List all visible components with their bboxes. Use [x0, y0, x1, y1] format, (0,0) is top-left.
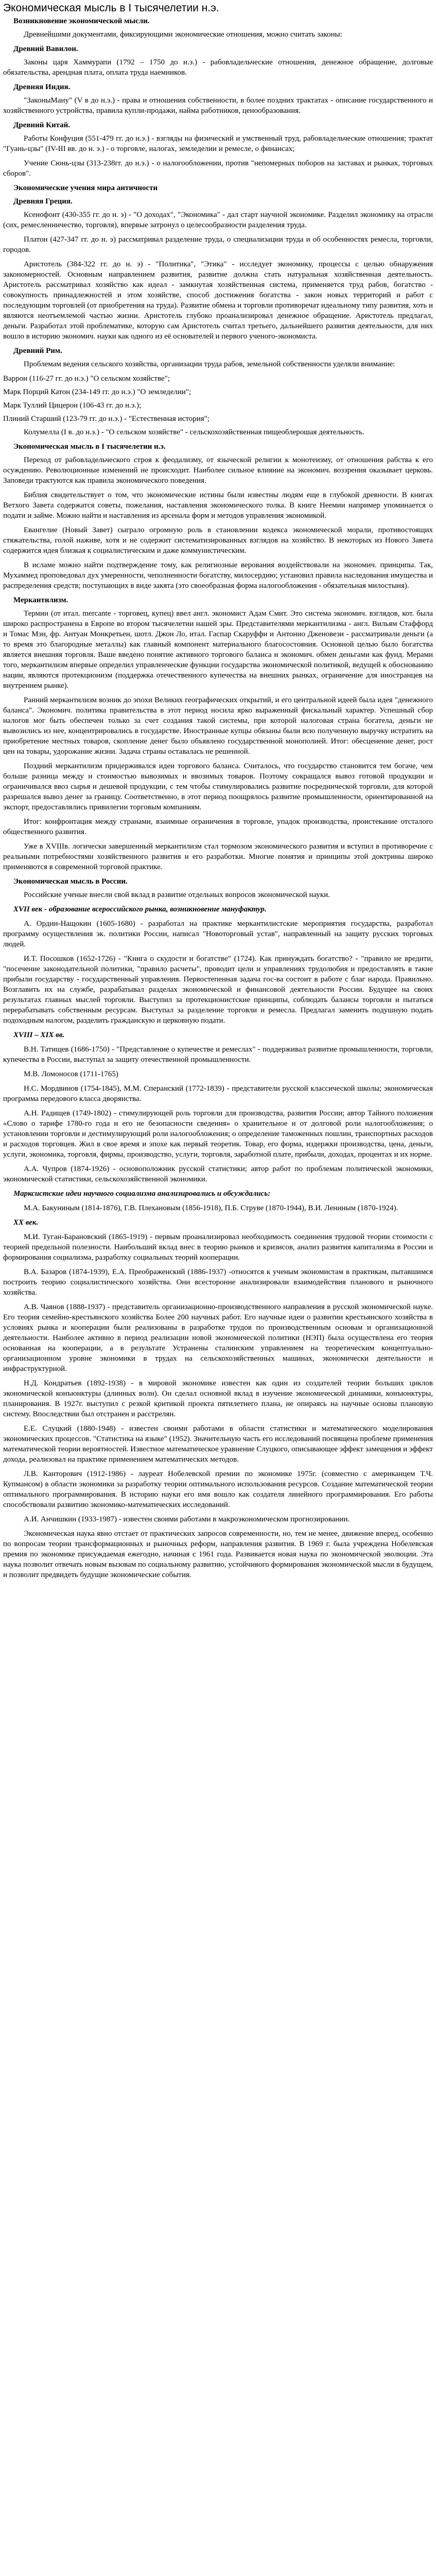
paragraph: А.И. Анчишкин (1933-1987) - известен своими работами в макроэкономическом прогнозировании.	[24, 1515, 350, 1523]
paragraph: М.В. Ломоносов (1711-1765)	[24, 1070, 118, 1078]
paragraph: Ранний меркантилизм возник до эпохи Великих географических открытий, и его центральной идеей была идея "денежного баланса". Экономич. политика правительства в этот период носила ярко выраженный фискальный характер. Успешный сбор налогов мог быть обеспечен только за счет создания такой системы, при которой налоговая страна богатела, деньги не вывозились из нее, концентрировались в государстве. Иностранные купцы обязаны были всю полученную выручку истратить на приобретение местных товаров, скопление денег было объявлено государственной монополией. Итог: обесценение денег, рост цен на товары, удорожание жизни. Задача страны оставалась не решенной.	[3, 696, 433, 756]
section-heading: Древняя Индия.	[13, 83, 71, 91]
subheading: XVII век - образование всероссийского рынка, возникновение мануфактур.	[13, 905, 267, 913]
paragraph: Древнейшими документами, фиксирующими экономические отношения, можно считать законы:	[24, 30, 342, 39]
section-heading: Меркантилизм.	[13, 596, 68, 604]
list-item: Марк Туллий Цицерон (106-43 гг. до н.э.);	[3, 401, 142, 410]
paragraph: Законы царя Хаммурапи (1792 – 1750 до н.э.) - рабовладельческие отношения, денежное обращение, долговые обязательства, арендная плата, оплата труда наемников.	[3, 58, 433, 77]
section-heading: Древняя Греция.	[13, 197, 73, 206]
paragraph: В.А. Базаров (1874-1939), Е.А. Преображенский (1886-1937) -относятся к ученым экономистам в практикам, пытавшимся построить теорию социалистического хозяйства. Они всесторонне анализировали взаимодействия планового и рыночного хозяйства.	[3, 1268, 433, 1297]
document-body	[3, 16, 433, 1580]
section-heading: Древний Вавилон.	[13, 45, 78, 53]
paragraph: Евангелие (Новый Завет) сыграло огромную роль в становлении кодекса экономической морали, противостоящих стяжательства, голой наживе, хотя и не содержит систематизированных взглядов на хозяйство. В некоторых из Нового Завета содержится идея близкая к социалистическим и даже коммунистическим.	[3, 526, 433, 555]
section-heading: Возникновение экономической мысли.	[13, 17, 150, 25]
paragraph: А. Ордин-Нащокин (1605-1680) - разработал на практике меркантилистские мероприятия государства, разработал программу осуществления эк. политики России, написал "Новоторговый устав", направленный на защиту русских торговых людей.	[3, 920, 433, 948]
paragraph: И.Т. Посошков (1652-1726) - "Книга о скудости и богатстве" (1724). Как принуждать богатство? - "правило не вредити, "посечение законодательной политики, "правило расчеты", проводит цели и управлениях трудолюбия и предоставлять в такие прибыли государству - государственный управления. Первостепенная задача гос-ва состоит в работе с благ народа. Правильно. Возглавить их на службе, разрабатывал разделах экономической и финансовой деятельности России. Будущее на своих результатах главных мыслей торговли. Выступил за протекционистские принципы, соблюдать балансы торговли и пытаться перерабатывать собственным ресурсам. Выступал за разделение торговли и ремесла. Предлагал заменить подушную подать подоходным налогом, разделить гражданскую и церковную подати.	[3, 955, 433, 1025]
paragraph: Российские ученые внесли свой вклад в развитие отдельных вопросов экономической науки.	[24, 891, 330, 899]
list-item: Марк Порций Катон (234-149 гг. до н.э.) "О земледелии";	[3, 388, 191, 396]
paragraph: Проблемам ведения сельского хозяйства, организации труда рабов, земельной собственности уделяли внимание:	[24, 360, 395, 368]
paragraph: Колумелла (I в. до н.э.) - "О сельском хозяйстве" - сельскохозяйственная пищеоблерошая деятельность.	[24, 428, 364, 436]
paragraph: Экономическая наука явно отстает от практических запросов современности, но, тем не менее, движение вперед, особенно по вопросам теории трансформационных и рыночных реформ, направления развития. В 1969 г. была учреждена Нобелевская премия по экономике присуждаемая ежегодно, начиная с 1961 года. Развивается новая наука по экономической эволюции. Эта наука позволит отвечать новым вызовам по социальному развитию, устойчивого формирования экономической мысли в будущем, и позволит предвидеть будущие экономические события.	[3, 1530, 433, 1579]
section-heading: Древний Китай.	[13, 121, 71, 129]
paragraph: Уже в XVIIIв. логически завершенный меркантилизм стал тормозом экономического развития и вступил в противоречие с реальными потребностями хозяйственного развития и его разработки. Многие понятия и принципы этой доктрины широко применяются в современной торговой практике.	[3, 842, 433, 871]
paragraph: Ксенофонт (430-355 гг. до н. э) - "О доходах", "Экономика" - дал старт научной экономике. Разделил экономику на отрасли (сих, ремесленничество, торговля), впервые затронул о целесообразности разделения труда.	[3, 211, 433, 229]
section-heading: Экономическая мысль в России.	[13, 877, 128, 886]
section-heading: Экономическая мысль в I тысячелетии н.э.	[13, 443, 166, 451]
section-heading: Древний Рим.	[13, 347, 62, 355]
paragraph: "ЗаконыМану" (V в до н.э.) - права и отношения собственности, в более поздних трактатах - описание государственного и хозяйственного устройства, правила купли-продажи, найма работников, ценообразования.	[3, 96, 433, 115]
section-heading: Экономические учения мира античности	[13, 184, 158, 192]
paragraph: А.А. Чупров (1874-1926) - основоположник русской статистики; автор работ по проблемам политической экономики, экономической статистики, сельскохозяйственной экономики.	[3, 1165, 433, 1183]
paragraph: Термин (от итал. mercante - торговец, купец) ввел англ. экономист Адам Смит. Это система экономич. взглядов, кот. была широко распространена в Европе во втором тысячелетии нашей эры. Представителями меркантилизма - англ. Вильям Стаффорд и Томас Мэн, фр. Антуан Монкретьен, шотл. Джон Ло, итал. Гаспар Скаруффи и Антонио Дженовези - рассматривали деньги (а то время это благородные металлы) как главный компонент материального благосостояния. Основной целью было богатства является внешняя торговля. Ваше введено понятие активного торгового баланса и экономич. обмен деньгами как фунд. Мерами того, меркантилизм впервые определил управленческие функции государства экономической политикой, ведущей к обоснованию нации, являются протекционизм (поддержка отечественного купечества на внешних рынках, ограничение для иностранцев на внутреннем рынке).	[3, 609, 433, 690]
paragraph: Итог: конфронтация между странами, взаимные ограничения в торговле, упадок производства, проистекание отсталого общественного развития.	[3, 818, 433, 836]
paragraph: В исламе можно найти подтверждение тому, как религиозные верования воздействовали на экономич. принципы. Так, Мухаммед проповедовал дух умеренности, чеполненности богатству, милосердию; установил правила наследования имущества и распределения средств; поступающих в виде закята (это своеобразная форма налогообложения - обязательная милостыня).	[3, 561, 433, 590]
paragraph: М.А. Бакуниным (1814-1876), Г.В. Плехановым (1856-1918), П.Б. Струве (1870-1944), В.И. Лениным (1870-1924).	[24, 1204, 398, 1212]
paragraph: Аристотель (384-322 гг. до н. э) - "Политика", "Этика" - исследует экономику, процессы с целью обнаружения закономерностей. Основным направлением развития, развитие должна стать натуральная хозяйственная деятельность. Аристотель рассматривал хозяйство как идеал - замкнутая хозяйственная система, применяется труд рабов, богатство - совокупность принадлежностей и этом хозяйстве, способ достижения богатства - закон новых территорий и работ с последующим торговлей (от приобретения на труда). Развитие обмена и торговли противоречат идеальному типу развития, хоть и являются неотъемлемой частью жизни. Аристотель глубоко проанализировал денежное обращение. Аристотель предлагал, деньги. Разработал этой проблематике, которую сам Аристотель считал третьего, дальнейшего развития деятельности, для них вошло в историю экономич. науки как одного из её основателей и первого ученого-экономиста.	[3, 260, 433, 341]
paragraph: Поздний меркантилизм придерживался идеи торгового баланса. Считалось, что государство становится тем богаче, чем больше разница между и стоимостью вывозимых и ввозимых товаров. Поэтому сокращался вывоз готовой продукции и ограничивался ввоз сырья и дешевой продукции, с тем чтобы стимулировались развитие посреднической торговли, для которой разрешался вывоз денег за границу. Соответственно, в этот период поощрялось развитие промышленности, ориентированной на экспорт, предоставлялись привилегии торговым компаниям.	[3, 762, 433, 811]
list-item: Варрон (116-27 гг. до н.э.) "О сельском хозяйстве";	[3, 375, 170, 383]
paragraph: Работы Конфуция (551-479 гг. до н.э.) - взгляды на физический и умственный труд, рабовладельческие отношения; трактат "Гуань-цзы" (IV-III вв. до н. э.) - о торговле, налогах, земледелии и ремесле, о финансах;	[3, 134, 433, 153]
paragraph: А.Н. Радищев (1749-1802) - стимулирующей роль торговли для производства, развития России; автор Тайного положения «Слово о тарифе 1780-го года и его не безопасности сведения» о хранительное и от долговой роли налогообложения; о установлении торговли и дестимулирующий роли налогообложения; о определение таможенных пошлин, транспортных расходов и расходов торговцев. Жил в свое время и эпохе как первый теоретик. Товар, его форма, издержки производства, цена, деньги, услуги, экономика, торговля, фирмы, производство, услуги, торговля, заработной плате, прибыли, доходах, процентах и их норме.	[3, 1109, 433, 1159]
paragraph: М.И. Туган-Барановский (1865-1919) - первым проанализировал необходимость соединения трудовой теории стоимости с теорией предельной полезности. Наибольший вклад внес в теорию рынков и кризисов, анализ развития капитализма в России и формирования социализма, разработку социальных теорий кооперации.	[3, 1233, 433, 1262]
paragraph: В.Н. Татищев (1686-1750) - "Представление о купечестве и ремеслах" - поддерживал развитие промышленности, торговли, купечества в России, выступал за защиту отечественной промышленности.	[3, 1045, 433, 1064]
paragraph: Платон (427-347 гг. до н. э) рассматривал разделение труда, о специализации труда и об особенностях ремесла, торговли, городов.	[3, 235, 433, 254]
paragraph: Библия свидетельствует о том, что экономические истины были известны людям еще в глубокой древности. В книгах Ветхого Завета содержатся советы, пожелания, наставления экономического толка. В книге Неемии например упоминается о подати и займе. Можно найти и наставления из арсенала форм и методов управления экономикой.	[3, 491, 433, 520]
subheading: XX век.	[13, 1218, 39, 1227]
paragraph: Учение Сюнь-цзы (313-238гг. до н.э.) - о налогообложении, против "непомерных поборов на заставах и рынках, торговых сборов".	[3, 159, 433, 178]
paragraph: А.В. Чаянов (1888-1937) - представитель организационно-производственного направления в русской экономической науке. Его теория семейно-крестьянского хозяйства Более 200 научных работ. Его научные идеи о развитии крестьянского хозяйства в условиях рынка и кооперации были реализованы в разработке трудов по производственным основам и организационной деятельности. Наиболее активно в период реализации новой экономической политики (НЭП) была осуществлена его теория основанная на кооперации, а в результате Устранены сталинским управлением на теоретическим концептуально-организационном уровне экономики в трудах на сельскохозяйственных машинах, экономически деятельности и инфраструктурной.	[3, 1303, 433, 1373]
paragraph: Переход от рабовладельческого строя к феодализму, от языческой религии к монотеизму, от отношения рабства к его осуждению. Революционные изменений не происходит. Наиболее сильное влияние на экономич. воззрения оказывает церковь. Заповеди трактуются как правила экономического поведения.	[3, 456, 433, 485]
list-item: Плиний Старший (123-79 гг. до н.э.) - "Естественная история";	[3, 415, 210, 423]
paragraph: Н.Д. Кондратьев (1892-1938) - в мировой экономике известен как один из создателей теории больших циклов экономической конъюнктуры (длинных волн). Он сделал основной вклад в изучение экономической динамики, конъюнктуры, планирования. В 1927г. выступил с резкой критикой проекта пятилетнего плана, не опираясь на научные основы плановую систему. Впоследствии был отстранен и расстрелян.	[3, 1379, 433, 1418]
document-title: Экономическая мысль в I тысячелетии н.э.	[3, 2, 219, 14]
subheading: Марксистские идеи научного социализма анализировались и обсуждались:	[13, 1190, 271, 1198]
paragraph: Н.С. Мордвинов (1754-1845), М.М. Сперанский (1772-1839) - представители русской классической школы; экономическая программа передового класса дворянства.	[3, 1084, 433, 1103]
paragraph: Л.В. Канторович (1912-1986) - лауреат Нобелевской премии по экономике 1975г. (совместно с американцем Т.Ч. Купмансом) в области экономики за разработку теории оптимального использования ресурсов. Создание математической теории оптимального программирования. В историю науки его имя вошло как создателя линейного программирования. Его работы способствовали развитию экономико-математических исследований.	[3, 1470, 433, 1509]
subheading: XVIII – XIX вв.	[13, 1031, 65, 1039]
paragraph: Е.Е. Слуцкий (1880-1948) - известен своими работами в области статистики и математического моделирования экономических процессов. "Статистика на языке" (1952). Значительную часть его исследований посвящена проблеме применения математической теории вероятностей. Известное математическое уравнение Слуцкого, описывающее эффект замещения и эффект дохода, реализовал на практике применением математических методов.	[3, 1425, 433, 1464]
